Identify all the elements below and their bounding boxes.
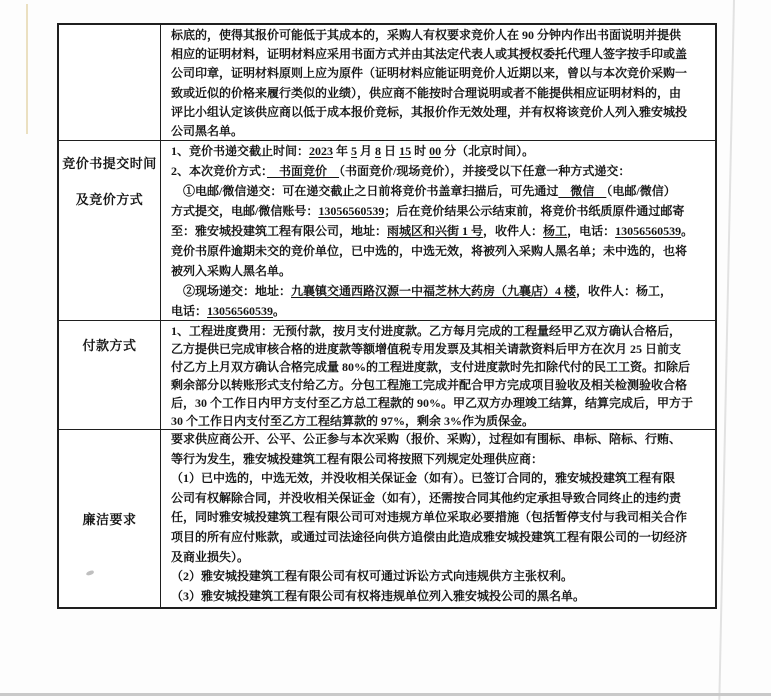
text-segment: 要求供应商公开、公平、公正参与本次采购（报价、采购），过程如有围标、串标、陪标、行贿、: [171, 432, 682, 446]
row-label-integrity-requirements: [59, 430, 161, 607]
content-line: [171, 122, 710, 140]
text-segment: 1、竞价书递交截止时间：: [171, 144, 310, 158]
underlined-text: 13056560539: [318, 204, 385, 218]
underlined-text: 13056560539: [207, 304, 274, 318]
page-edge-line: [718, 0, 735, 700]
row-label-line: 及竞价方式: [75, 192, 144, 207]
underlined-text: 雨城区和兴街 1 号: [387, 224, 484, 238]
text-segment: 公司有权解除合同，并没收相关保证金（如有），还需按合同其他约定承担导致合同终止的违约责: [171, 490, 682, 505]
text-segment: 至：雅安城投建筑工程有限公司，地址：: [171, 224, 388, 238]
text-segment: 竞价书原件逾期未交的竞价单位，已中选的，中选无效，将被列入采购人黑名单；未中选的，也将: [171, 244, 688, 258]
text-segment: ①电邮/微信递交：可在递交截止之日前将竞价书盖章扫描后，可先通过: [171, 184, 559, 198]
text-segment: 年: [333, 144, 352, 158]
content-line: [171, 181, 710, 201]
text-segment: 30 个工作日内支付至乙方工程结算款的 97%，剩余 3%作为质保金。: [171, 414, 535, 429]
text-segment: （1）已中选的，中选无效，并没收相关保证金（如有）。已签订合同的，雅安城投建筑工程有限: [171, 471, 676, 486]
text-segment: 方式提交，电邮/微信账号：: [171, 204, 319, 218]
underlined-text: 2023: [309, 144, 334, 158]
text-segment: （书面竞价/现场竞价），并接受以下任意一种方式递交：: [339, 164, 631, 178]
content-line: [171, 376, 710, 394]
content-line: [171, 141, 710, 161]
row-label-line: 付款方式: [82, 338, 137, 353]
underlined-text: 杨工: [543, 224, 568, 238]
scan-fold-line: [26, 4, 28, 134]
text-segment: 1、工程进度费用：无预付款，按月支付进度款。乙方每月完成的工程量经甲乙双方确认合格后，: [171, 324, 682, 338]
row-label-below-cost-bid-clarification-clause: [59, 25, 161, 140]
text-segment: （电邮/微信）: [606, 184, 676, 198]
content-line: [171, 281, 710, 301]
text-segment: 。: [681, 224, 694, 238]
text-segment: 评比小组认定该供应商以低于成本报价竞标，其报价作无效处理，并有权将该竞价人列入雅安城投: [171, 104, 688, 119]
content-line: [171, 430, 710, 450]
content-line: [171, 26, 710, 45]
text-segment: 公司印章，证明材料原则上应为原件（证明材料应能证明竞价人近期以来，曾以与本次竞价采购一: [171, 66, 688, 81]
underlined-text: 5: [351, 144, 358, 158]
content-line: [171, 412, 710, 429]
text-segment: 月: [357, 144, 376, 158]
content-line: [171, 394, 710, 412]
row-label-line: 竞价书提交时间: [62, 156, 157, 171]
content-line: [171, 64, 710, 83]
underlined-text: 微信: [558, 184, 607, 198]
row-label-line: 廉洁要求: [82, 512, 137, 527]
underlined-text: 15: [399, 144, 412, 158]
content-line: [171, 241, 710, 261]
underlined-text: 13056560539: [615, 224, 682, 238]
content-line: [171, 340, 710, 358]
text-segment: 乙方提供已完成审核合格的进度款等额增值税专用发票及其相关请款资料后甲方在次月 25 日前支: [171, 342, 682, 357]
text-segment: 任，同时雅安城投建筑工程有限公司可对违规方单位采取必要措施（包括暂停支付与我司相关合作: [171, 510, 688, 525]
text-segment: 日: [381, 144, 400, 158]
text-segment: 。: [273, 304, 286, 318]
text-segment: ，电话：: [567, 224, 616, 238]
content-line: [171, 587, 710, 607]
text-segment: 付乙方上月双方确认合格完成量 80%的工程进度款，支付进度款时先扣除代付的民工工资。扣除后: [171, 360, 691, 375]
content-line: [171, 103, 710, 122]
content-line: [171, 301, 710, 320]
text-segment: 剩余部分以转账形式支付给乙方。分包工程施工完成并配合甲方完成项目验收及相关检测验收合格: [171, 378, 688, 393]
underlined-text: 00: [429, 144, 442, 158]
row-content-below-cost-bid-clarification-clause: [161, 25, 715, 140]
text-segment: 标底的，使得其报价可能低于其成本的，采购人有权要求竞价人在 90 分钟内作出书面说明并提供: [171, 28, 682, 42]
row-content-payment-terms: [161, 321, 715, 429]
text-segment: 等行为发生，雅安城投建筑工程有限公司将按照下列规定处理供应商：: [171, 451, 544, 466]
row-label-payment-terms: [59, 321, 161, 429]
text-segment: ；后在竞价结果公示结束前，将竞价书纸质原件通过邮寄: [384, 204, 685, 218]
content-line: [171, 358, 710, 376]
content-line: [171, 45, 710, 64]
content-line: [171, 489, 710, 509]
content-line: [171, 84, 710, 103]
row-content-integrity-requirements: [161, 430, 715, 607]
content-line: [171, 221, 710, 241]
table-row-payment-terms: [59, 321, 715, 430]
text-segment: 公司黑名单。: [171, 124, 244, 139]
text-segment: 被列入采购人黑名单。: [171, 264, 292, 278]
content-line: [171, 450, 710, 470]
text-segment: 及商业损失）。: [171, 549, 250, 564]
table-row-bid-submission-time-and-method: [59, 141, 715, 321]
content-line: [171, 548, 710, 568]
content-line: [171, 161, 710, 181]
content-line: [171, 528, 710, 548]
text-segment: 后，30 个工作日内甲方支付至乙方总工程款的 90%。甲乙双方办理竣工结算，结算完成后，甲方于: [171, 396, 694, 411]
text-segment: （2）雅安城投建筑工程有限公司有权可通过诉讼方式向违规供方主张权利。: [171, 569, 574, 584]
text-segment: 时: [411, 144, 430, 158]
table-row-below-cost-bid-clarification-clause: [59, 25, 715, 141]
content-line: [171, 508, 710, 528]
row-content-bid-submission-time-and-method: [161, 141, 715, 320]
text-segment: 相应的证明材料，证明材料应采用书面方式并由其法定代表人或其授权委托代理人签字按手印或盖: [171, 47, 688, 62]
content-line: [171, 322, 710, 340]
text-segment: （3）雅安城投建筑工程有限公司有权将违规单位列入雅安城投公司的黑名单。: [171, 588, 586, 603]
text-segment: 致或近似的价格来履行类似的业绩），供应商不能按时合理说明或者不能提供相应证明材料的，由: [171, 85, 682, 100]
content-line: [171, 261, 710, 281]
content-line: [171, 201, 710, 221]
text-segment: 项目的所有应付账款，或通过司法途径向供方追偿由此造成雅安城投建筑工程有限公司的一切经济: [171, 529, 688, 544]
content-line: [171, 469, 710, 489]
text-segment: 分（北京时间）。: [441, 144, 535, 158]
underlined-text: 8: [375, 144, 382, 158]
underlined-text: 九襄镇交通西路汉源一中福芝林大药房（九襄店）4 楼: [291, 284, 577, 298]
text-segment: 电话：: [171, 304, 208, 318]
content-line: [171, 567, 710, 587]
table-row-integrity-requirements: [59, 430, 715, 607]
text-segment: ，收件人：杨工，: [576, 284, 673, 298]
underlined-text: 书面竞价: [267, 164, 340, 178]
text-segment: ，收件人：: [483, 224, 544, 238]
row-label-bid-submission-time-and-method: [59, 141, 161, 320]
text-segment: 2、本次竞价方式：: [171, 164, 268, 178]
text-segment: ②现场递交：地址：: [171, 284, 292, 298]
procurement-terms-table: [57, 23, 717, 609]
